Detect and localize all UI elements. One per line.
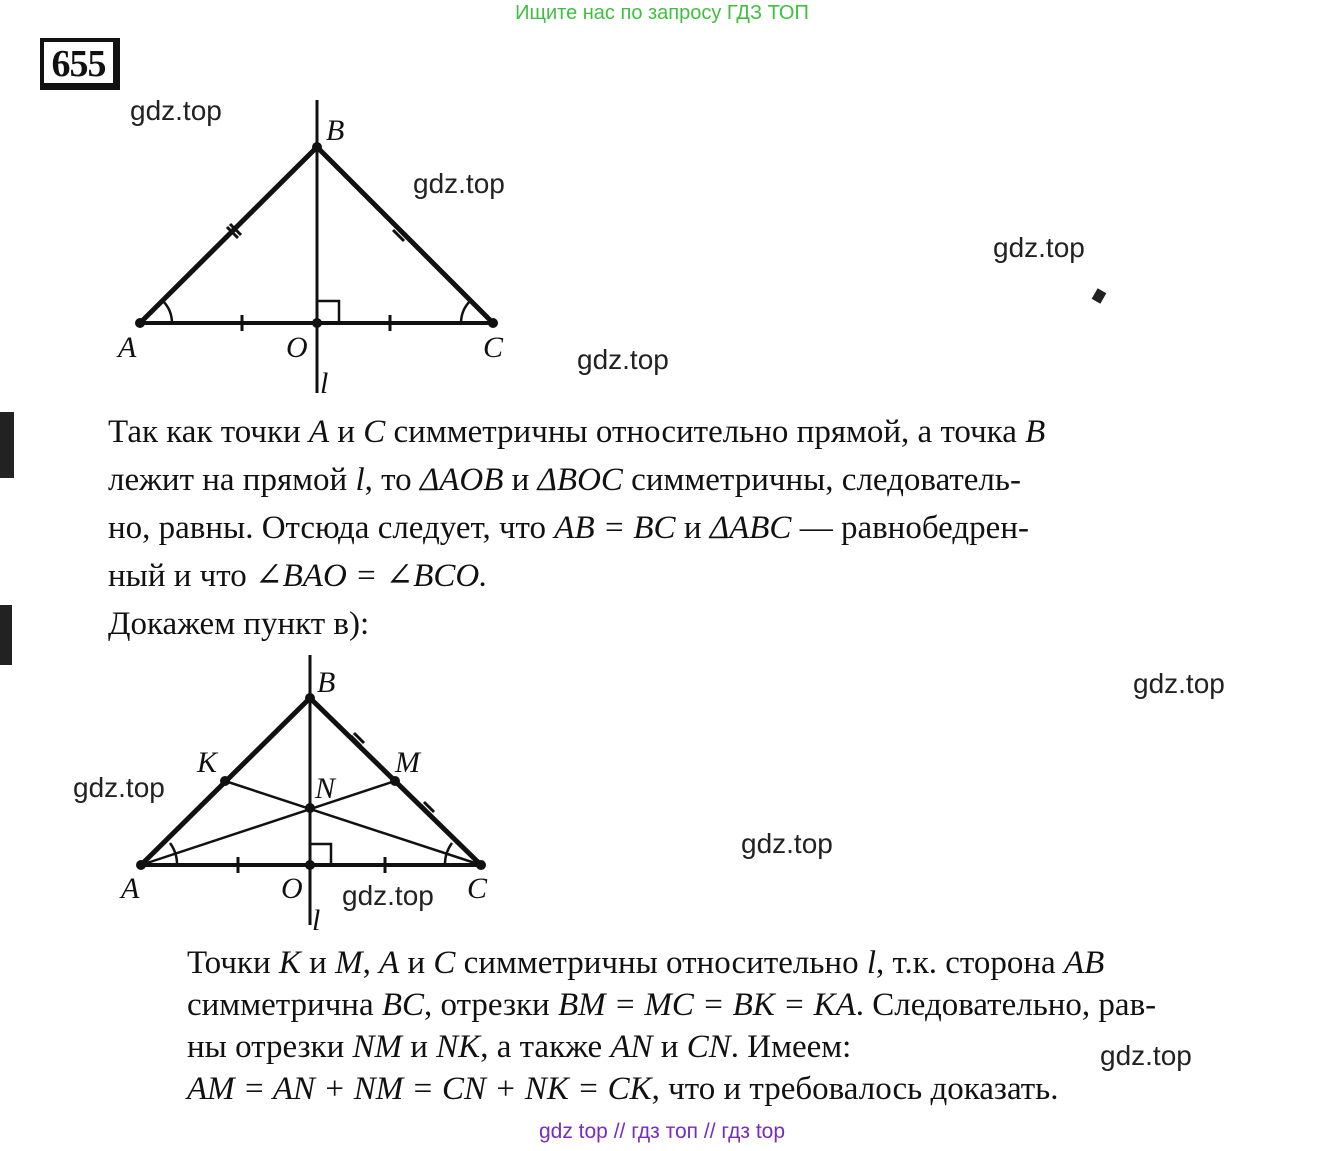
text-run: Точки — [187, 945, 279, 981]
math-run: BM = MC = BK = KA — [557, 987, 856, 1023]
math-run: K — [278, 945, 301, 981]
text-run: и — [503, 462, 538, 498]
figure-triangle-1 — [100, 95, 560, 405]
label-A: A — [118, 331, 137, 364]
text-run: симметрична — [187, 987, 382, 1023]
label-B: B — [317, 666, 336, 699]
figure-triangle-2 — [105, 650, 525, 940]
math-run: ∠BAO = ∠BCO. — [255, 558, 488, 594]
watermark: gdz.top — [342, 880, 434, 911]
text-line — [187, 984, 1307, 1026]
text-run: ны отрезки — [187, 1029, 353, 1065]
paragraph-2 — [187, 942, 1307, 1110]
math-run: C — [433, 945, 456, 981]
problem-number: 655 — [40, 38, 120, 90]
text-line — [108, 504, 1228, 552]
math-run: l — [355, 462, 365, 498]
text-run: , отрезки — [424, 987, 558, 1023]
label-N: N — [315, 772, 336, 805]
math-run: AN — [610, 1029, 653, 1065]
text-run: , т.к. сторона — [876, 945, 1064, 981]
paragraph-1 — [108, 408, 1228, 648]
watermark: gdz.top — [741, 828, 833, 859]
scan-artifact — [0, 412, 14, 478]
top-banner: Ищите нас по запросу ГДЗ ТОП — [515, 2, 809, 24]
text-run: и — [675, 510, 710, 546]
watermark: gdz.top — [1100, 1040, 1192, 1071]
label-l: l — [312, 904, 321, 937]
math-run: C — [363, 414, 386, 450]
math-run: CN — [686, 1029, 731, 1065]
watermark: gdz.top — [73, 772, 165, 803]
label-A: A — [121, 872, 140, 905]
math-run: A — [308, 414, 330, 450]
math-run: A — [379, 945, 400, 981]
label-M: M — [395, 746, 420, 779]
text-run: симметричны, следователь- — [622, 462, 1021, 498]
text-run: симметричны относительно прямой, а точка — [385, 414, 1026, 450]
text-line — [187, 1068, 1307, 1110]
text-run: . Следовательно, рав- — [855, 987, 1157, 1023]
label-O: O — [286, 331, 308, 364]
text-line — [187, 942, 1307, 984]
text-run: — равнобедрен- — [791, 510, 1029, 546]
watermark: gdz.top — [130, 95, 222, 126]
watermark: gdz.top — [577, 344, 669, 375]
watermark: gdz.top — [1133, 668, 1225, 699]
text-run: , что и требовалось доказать. — [651, 1071, 1059, 1107]
text-run: и — [402, 1029, 437, 1065]
text-run: Докажем пункт в): — [108, 606, 370, 642]
label-C: C — [483, 331, 504, 364]
math-run: NM — [352, 1029, 402, 1065]
math-run: ΔAOB — [419, 462, 504, 498]
watermark: gdz.top — [993, 232, 1085, 263]
text-run: , то — [364, 462, 420, 498]
text-run: но, равны. Отсюда следует, что — [108, 510, 555, 546]
scan-artifact — [1092, 288, 1107, 303]
math-run: BC — [381, 987, 425, 1023]
text-line — [108, 456, 1228, 504]
text-run: симметричны относительно — [455, 945, 867, 981]
math-run: M — [335, 945, 363, 981]
label-B: B — [326, 114, 345, 147]
math-run: AB — [1063, 945, 1105, 981]
math-run: NK — [436, 1029, 481, 1065]
footer-links: gdz top // гдз топ // гдз top — [538, 1120, 786, 1143]
scan-artifact — [0, 605, 12, 665]
text-run: и — [399, 945, 434, 981]
text-line — [108, 600, 1228, 648]
label-K: K — [197, 746, 218, 779]
label-l: l — [320, 367, 329, 400]
text-run: и — [300, 945, 336, 981]
text-run: и — [329, 414, 364, 450]
label-C: C — [467, 872, 488, 905]
text-run: и — [652, 1029, 687, 1065]
math-run: AB = BC — [554, 510, 676, 546]
math-run: B — [1025, 414, 1046, 450]
math-run: ΔABC — [709, 510, 792, 546]
text-run: , а также — [480, 1029, 611, 1065]
watermark: gdz.top — [413, 168, 505, 199]
math-run: ΔBOC — [537, 462, 623, 498]
text-run: лежит на прямой — [108, 462, 356, 498]
math-run: l — [866, 945, 876, 981]
text-line — [108, 408, 1228, 456]
text-line — [108, 552, 1228, 600]
text-run: ный и что — [108, 558, 255, 594]
math-run: AM = AN + NM = CN + NK = CK — [187, 1071, 652, 1107]
text-run: , — [362, 945, 380, 981]
label-O: O — [281, 872, 303, 905]
text-line — [187, 1026, 1307, 1068]
text-run: . Имеем: — [730, 1029, 852, 1065]
text-run: Так как точки — [108, 414, 309, 450]
